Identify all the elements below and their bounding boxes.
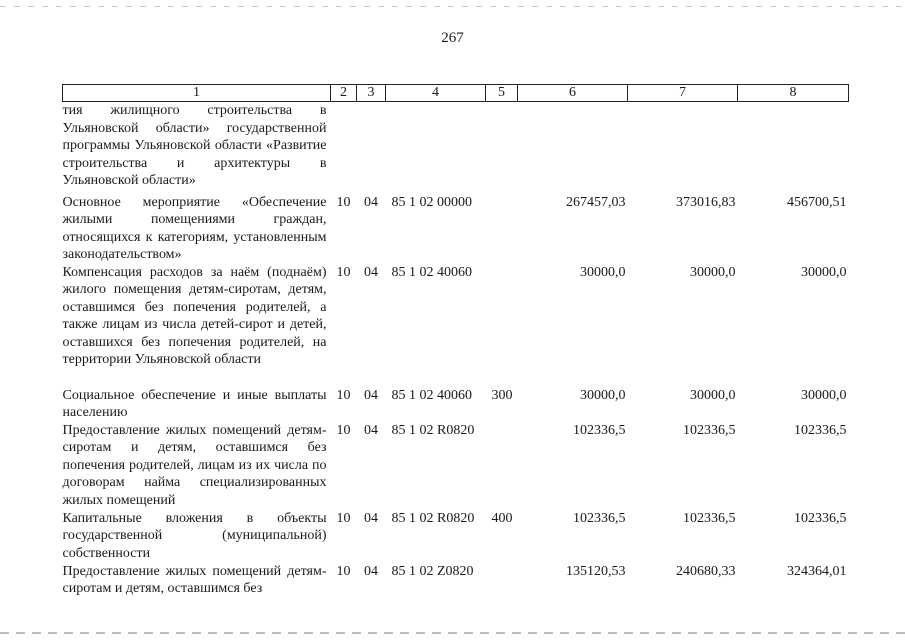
row-value-2: 102336,5: [683, 510, 736, 526]
row-value-3: 102336,5: [794, 422, 847, 438]
row-target-code: [386, 102, 486, 194]
row-value-1: 30000,0: [580, 264, 626, 280]
column-header-6: 6: [518, 85, 628, 102]
row-value-1: 30000,0: [580, 387, 626, 403]
row-value-1: 102336,5: [573, 510, 626, 526]
table-row: [63, 510, 849, 563]
row-subsection: 04: [364, 194, 378, 210]
row-target-code: 85 1 02 00000: [391, 194, 472, 210]
row-expense-type: [486, 194, 518, 264]
column-header-5: 5: [486, 85, 518, 102]
table-row: [63, 102, 849, 194]
row-value-2: 102336,5: [683, 422, 736, 438]
table-row: [63, 422, 849, 510]
row-section: [331, 102, 357, 194]
row-value-2: 240680,33: [676, 563, 736, 579]
row-expense-type: [486, 264, 518, 387]
row-subsection: 04: [364, 264, 378, 280]
row-expense-type: 300: [491, 387, 513, 403]
table-row: [63, 264, 849, 387]
row-value-3: 30000,0: [801, 264, 847, 280]
row-target-code: 85 1 02 40060: [391, 264, 472, 280]
row-value-2: 373016,83: [676, 194, 736, 210]
row-value-1: 267457,03: [566, 194, 626, 210]
row-target-code: 85 1 02 R0820: [391, 510, 475, 526]
table-row: [63, 194, 849, 264]
row-value-3: [738, 102, 849, 194]
row-name: Социальное обеспечение и иные выплаты населению: [62, 387, 327, 420]
row-target-code: 85 1 02 Z0820: [391, 563, 474, 579]
row-section: 10: [336, 422, 351, 438]
row-value-3: 102336,5: [794, 510, 847, 526]
scan-edge-bottom: [0, 632, 905, 634]
row-value-1: 102336,5: [573, 422, 626, 438]
row-target-code: 85 1 02 40060: [391, 387, 472, 403]
column-header-1: 1: [63, 85, 331, 102]
column-header-2: 2: [331, 85, 357, 102]
row-name: Предоставление жилых помещений детям-сиротам и детям, оставшимся без попечения родителей, лицам из их числа по договорам найма специализированных жилых помещений: [62, 422, 327, 508]
row-value-3: 324364,01: [787, 563, 847, 579]
table-row: [63, 387, 849, 422]
row-expense-type: [486, 563, 518, 598]
row-value-1: [518, 102, 628, 194]
table-header-row: [63, 85, 849, 102]
column-header-7: 7: [628, 85, 738, 102]
row-value-2: 30000,0: [690, 264, 736, 280]
row-section: 10: [336, 194, 351, 210]
row-expense-type: 400: [491, 510, 513, 526]
row-section: 10: [336, 264, 351, 280]
page-number: 267: [441, 30, 464, 46]
budget-table: [62, 84, 849, 598]
row-subsection: 04: [364, 510, 378, 526]
row-name: тия жилищного строительства в Ульяновской области» государственной программы Ульяновской области «Развитие строительства и архитектуры в Ульяновской области»: [62, 103, 327, 188]
column-header-3: 3: [357, 85, 386, 102]
column-header-4: 4: [386, 85, 486, 102]
row-value-1: 135120,53: [566, 563, 626, 579]
column-header-8: 8: [738, 85, 849, 102]
row-subsection: [357, 102, 386, 194]
row-subsection: 04: [364, 563, 378, 579]
table-row: [63, 563, 849, 598]
row-subsection: 04: [364, 422, 378, 438]
row-value-3: 30000,0: [801, 387, 847, 403]
row-name: Предоставление жилых помещений детям-сиротам и детям, оставшимся без: [62, 563, 327, 596]
row-value-3: 456700,51: [787, 194, 847, 210]
scan-edge-top: [0, 6, 905, 7]
row-name: Капитальные вложения в объекты государственной (муниципальной) собственности: [62, 510, 327, 561]
row-name: Компенсация расходов за наём (поднаём) жилого помещения детям-сиротам, детям, оставшимся без попечения родителей, а также лицам из числа детей-сирот и детей, оставшихся без попечения родителей, на территории Ульяновской области: [62, 264, 327, 367]
row-value-2: [628, 102, 738, 194]
row-subsection: 04: [364, 387, 378, 403]
row-expense-type: [486, 102, 518, 194]
row-section: 10: [336, 563, 351, 579]
row-name: Основное мероприятие «Обеспечение жилыми помещениями граждан, относящихся к категориям, установленным законодательством»: [62, 194, 327, 262]
row-expense-type: [486, 422, 518, 510]
row-target-code: 85 1 02 R0820: [391, 422, 475, 438]
row-value-2: 30000,0: [690, 387, 736, 403]
row-section: 10: [336, 510, 351, 526]
row-section: 10: [336, 387, 351, 403]
